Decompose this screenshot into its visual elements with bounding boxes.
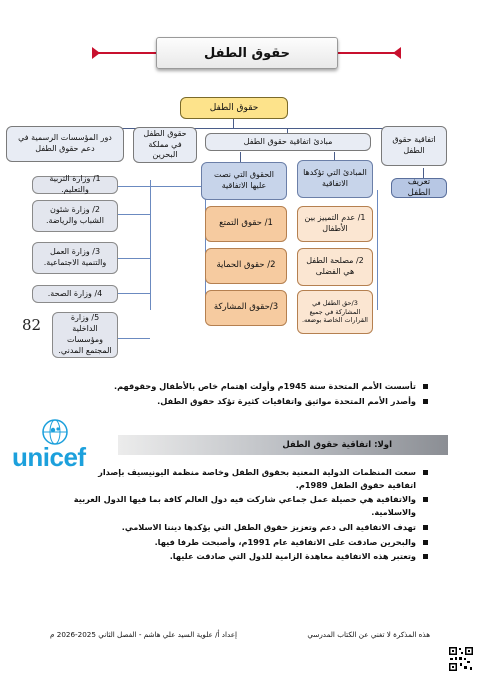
bullet-item: تهدف الاتفاقية الى دعم وتعزيز حقوق الطفل التي يؤكدها ديننا الاسلامي. xyxy=(72,521,428,534)
principles-header: المبادئ التي تؤكدها الاتفاقية xyxy=(297,160,373,198)
section-bullets xyxy=(72,466,428,565)
section-heading: اولا: اتفاقية حقوق الطفل xyxy=(118,435,448,455)
rights-item: 2/ حقوق الحماية xyxy=(205,248,287,284)
footer-author: إعداد أ/ علوية السيد علي هاشم - الفصل الثاني 2025-2026 م xyxy=(50,630,238,639)
bullet-item: سعت المنظمات الدولية المعنية بحقوق الطفل وخاصة منظمة اليونيسيف بإصدار اتفاقية حقوق الطفل 1989م. xyxy=(72,466,428,491)
rights-item: 1/ حقوق التمتع xyxy=(205,206,287,242)
title-right-arrow xyxy=(393,47,401,59)
connector xyxy=(150,180,151,310)
principle-item: 2/ مصلحة الطفل هي الفضلى xyxy=(297,248,373,286)
connector xyxy=(118,258,150,259)
connector xyxy=(118,214,150,215)
header-principles: مبادئ اتفاقية حقوق الطفل xyxy=(205,133,371,151)
connector xyxy=(377,190,378,310)
title-left-arrow xyxy=(92,47,100,59)
rights-header: الحقوق التي نصت عليها الاتفاقية xyxy=(201,162,287,200)
connector xyxy=(205,186,206,306)
connector xyxy=(118,186,206,187)
bullet-item: والاتفاقية هي حصيلة عمل جماعي شاركت فيه دول العالم كافة بما فيها الدول العربية والاسلامية. xyxy=(72,493,428,518)
institution-item: 2/ وزارة شئون الشباب والرياضة. xyxy=(32,200,118,232)
bullet-item: وتعتبر هذه الاتفاقية معاهدة الزامية للدول التي صادقت عليها. xyxy=(72,550,428,563)
unicef-wordmark: unicef xyxy=(12,442,86,472)
bullet-item: والبحرين صادقت على الاتفاقية عام 1991م، وأصبحت طرفا فيها. xyxy=(72,536,428,549)
institution-item: 5/ وزارة الداخلية ومؤسسات المجتمع المدني. xyxy=(52,312,118,358)
principle-item: 3/حق الطفل في المشاركة في جميع القرارات الخاصة بوضعه. xyxy=(297,290,373,334)
bullet-item: تأسست الأمم المتحدة سنة 1945م وأولت اهتمام خاص بالأطفال وحقوقهم. xyxy=(48,380,428,393)
header-bahrain: حقوق الطفل في مملكة البحرين xyxy=(133,127,197,163)
institution-item: 1/ وزارة التربية والتعليم. xyxy=(32,176,118,194)
intro-bullets xyxy=(48,380,428,409)
principle-item: 1/ عدم التمييز بين الأطفال xyxy=(297,206,373,242)
rights-item: 3/حقوق المشاركة xyxy=(205,290,287,326)
institution-item: 3/ وزارة العمل والتنمية الاجتماعية. xyxy=(32,242,118,274)
connector xyxy=(118,293,150,294)
bullet-item: وأصدر الأمم المتحدة مواثيق واتفاقيات كثيرة تؤكد حقوق الطفل. xyxy=(48,395,428,408)
header-convention: اتفاقية حقوق الطفل xyxy=(381,126,447,166)
connector xyxy=(240,152,241,162)
institution-item: 4/ وزارة الصحة. xyxy=(32,285,118,303)
page-title: حقوق الطفل xyxy=(156,37,338,69)
header-institutions: دور المؤسسات الرسمية في دعم حقوق الطفل xyxy=(6,126,124,162)
page-number: 82 xyxy=(22,316,42,334)
diagram-root: حقوق الطفل xyxy=(180,97,288,119)
footer-disclaimer: هذه المذكرة لا تغني عن الكتاب المدرسي xyxy=(307,630,430,639)
definition-box: تعريف الطفل xyxy=(391,178,447,198)
connector xyxy=(118,338,150,339)
qr-code-icon xyxy=(448,646,474,672)
